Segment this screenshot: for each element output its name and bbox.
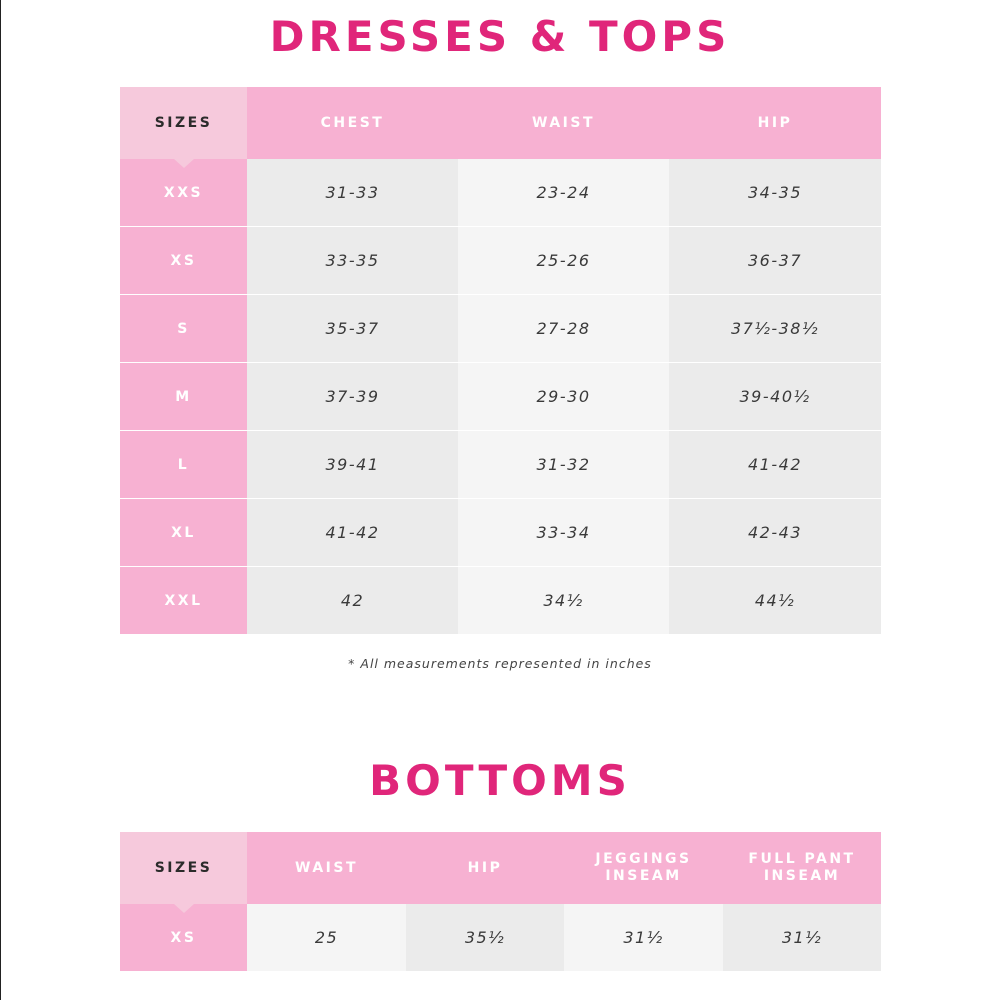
chest-value: 35-37: [247, 295, 458, 363]
table-row: [120, 295, 881, 363]
hip-value: 39-40½: [669, 363, 881, 431]
header-waist: WAIST: [458, 87, 669, 159]
hip-value: 42-43: [669, 499, 881, 567]
chest-value: 33-35: [247, 227, 458, 295]
table-row: [120, 431, 881, 499]
bottoms-size-table: [120, 832, 881, 971]
size-label: XXL: [120, 567, 247, 635]
size-label: XL: [120, 499, 247, 567]
size-label: XXS: [120, 159, 247, 227]
table-row: [120, 159, 881, 227]
table-row: [120, 567, 881, 635]
hip-value: 36-37: [669, 227, 881, 295]
waist-value: 31-32: [458, 431, 669, 499]
hip-value: 44½: [669, 567, 881, 635]
table-row: [120, 499, 881, 567]
chest-value: 41-42: [247, 499, 458, 567]
bottoms-title: BOTTOMS: [369, 756, 631, 805]
measurement-footnote: * All measurements represented in inches: [348, 656, 652, 671]
size-label: S: [120, 295, 247, 363]
size-label: L: [120, 431, 247, 499]
hip-value: 34-35: [669, 159, 881, 227]
table-header-row: [120, 832, 881, 904]
header-sizes: SIZES: [120, 832, 247, 904]
header-sizes: SIZES: [120, 87, 247, 159]
waist-value: 23-24: [458, 159, 669, 227]
waist-value: 25-26: [458, 227, 669, 295]
hip-value: 35½: [406, 904, 564, 971]
dresses-tops-size-table: [120, 87, 881, 634]
header-full-pant-inseam: FULL PANT INSEAM: [723, 832, 881, 904]
table-row: [120, 363, 881, 431]
header-jeggings-inseam: JEGGINGS INSEAM: [564, 832, 723, 904]
left-border-line: [0, 0, 1, 1000]
table-header-row: [120, 87, 881, 159]
waist-value: 25: [247, 904, 406, 971]
hip-value: 37½-38½: [669, 295, 881, 363]
header-waist: WAIST: [247, 832, 406, 904]
header-hip: HIP: [669, 87, 881, 159]
size-label: XS: [120, 227, 247, 295]
header-hip: HIP: [406, 832, 564, 904]
waist-value: 33-34: [458, 499, 669, 567]
chest-value: 37-39: [247, 363, 458, 431]
waist-value: 27-28: [458, 295, 669, 363]
waist-value: 29-30: [458, 363, 669, 431]
dresses-tops-title: DRESSES & TOPS: [269, 12, 731, 61]
size-label: M: [120, 363, 247, 431]
waist-value: 34½: [458, 567, 669, 635]
table-row: [120, 227, 881, 295]
chest-value: 39-41: [247, 431, 458, 499]
table-row: [120, 904, 881, 971]
full-pant-inseam-value: 31½: [723, 904, 881, 971]
header-chest: CHEST: [247, 87, 458, 159]
size-label: XS: [120, 904, 247, 971]
chest-value: 42: [247, 567, 458, 635]
jeggings-inseam-value: 31½: [564, 904, 723, 971]
hip-value: 41-42: [669, 431, 881, 499]
chest-value: 31-33: [247, 159, 458, 227]
